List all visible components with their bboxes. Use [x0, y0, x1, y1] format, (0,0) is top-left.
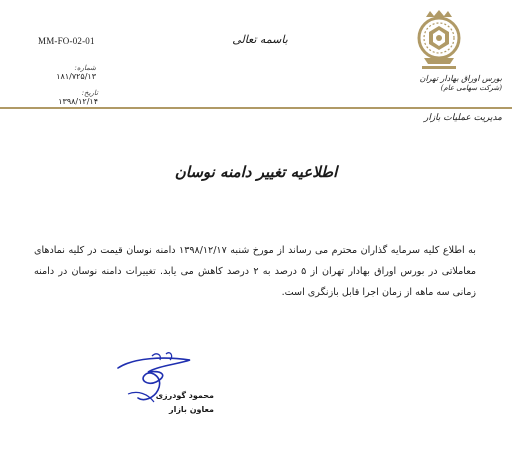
letter-date-value: ۱۳۹۸/۱۲/۱۴ [58, 97, 98, 106]
header-divider [0, 107, 512, 109]
signer-name: محمود گودرزی [155, 391, 214, 400]
org-name: بورس اوراق بهادار تهران [419, 74, 502, 83]
department-label: مدیریت عملیات بازار [423, 113, 502, 123]
letter-date-label: تاریخ: [81, 89, 98, 97]
notice-body: به اطلاع کلیه سرمایه گذاران محترم می رساند از مورخ شنبه ۱۳۹۸/۱۲/۱۷ دامنه نوسان قیمت در کلیه نمادهای معاملاتی در بورس اوراق بهادار تهران از ۵ درصد به ۲ درصد کاهش می یابد. تغییرات دامنه نوسان در دامنه زمانی سه ماهه از زمان اجرا قابل بازنگری است. [34, 245, 476, 298]
handwritten-signature-icon [108, 350, 198, 410]
org-subtitle: (شرکت سهامی عام) [440, 84, 502, 92]
letter-number [52, 63, 96, 81]
bismillah-heading: باسمه تعالی [232, 33, 288, 46]
letter-number-label: شماره: [74, 64, 96, 72]
signer-title: معاون بازار [168, 405, 214, 414]
document-code: MM-FO-02-01 [38, 36, 95, 46]
notice-title: اطلاعیه تغییر دامنه نوسان [174, 163, 338, 181]
tse-logo-icon [414, 8, 464, 74]
letter-number-value: ۱۸۱/۷۲۵/۱۳ [56, 72, 96, 81]
letter-date [38, 88, 98, 106]
